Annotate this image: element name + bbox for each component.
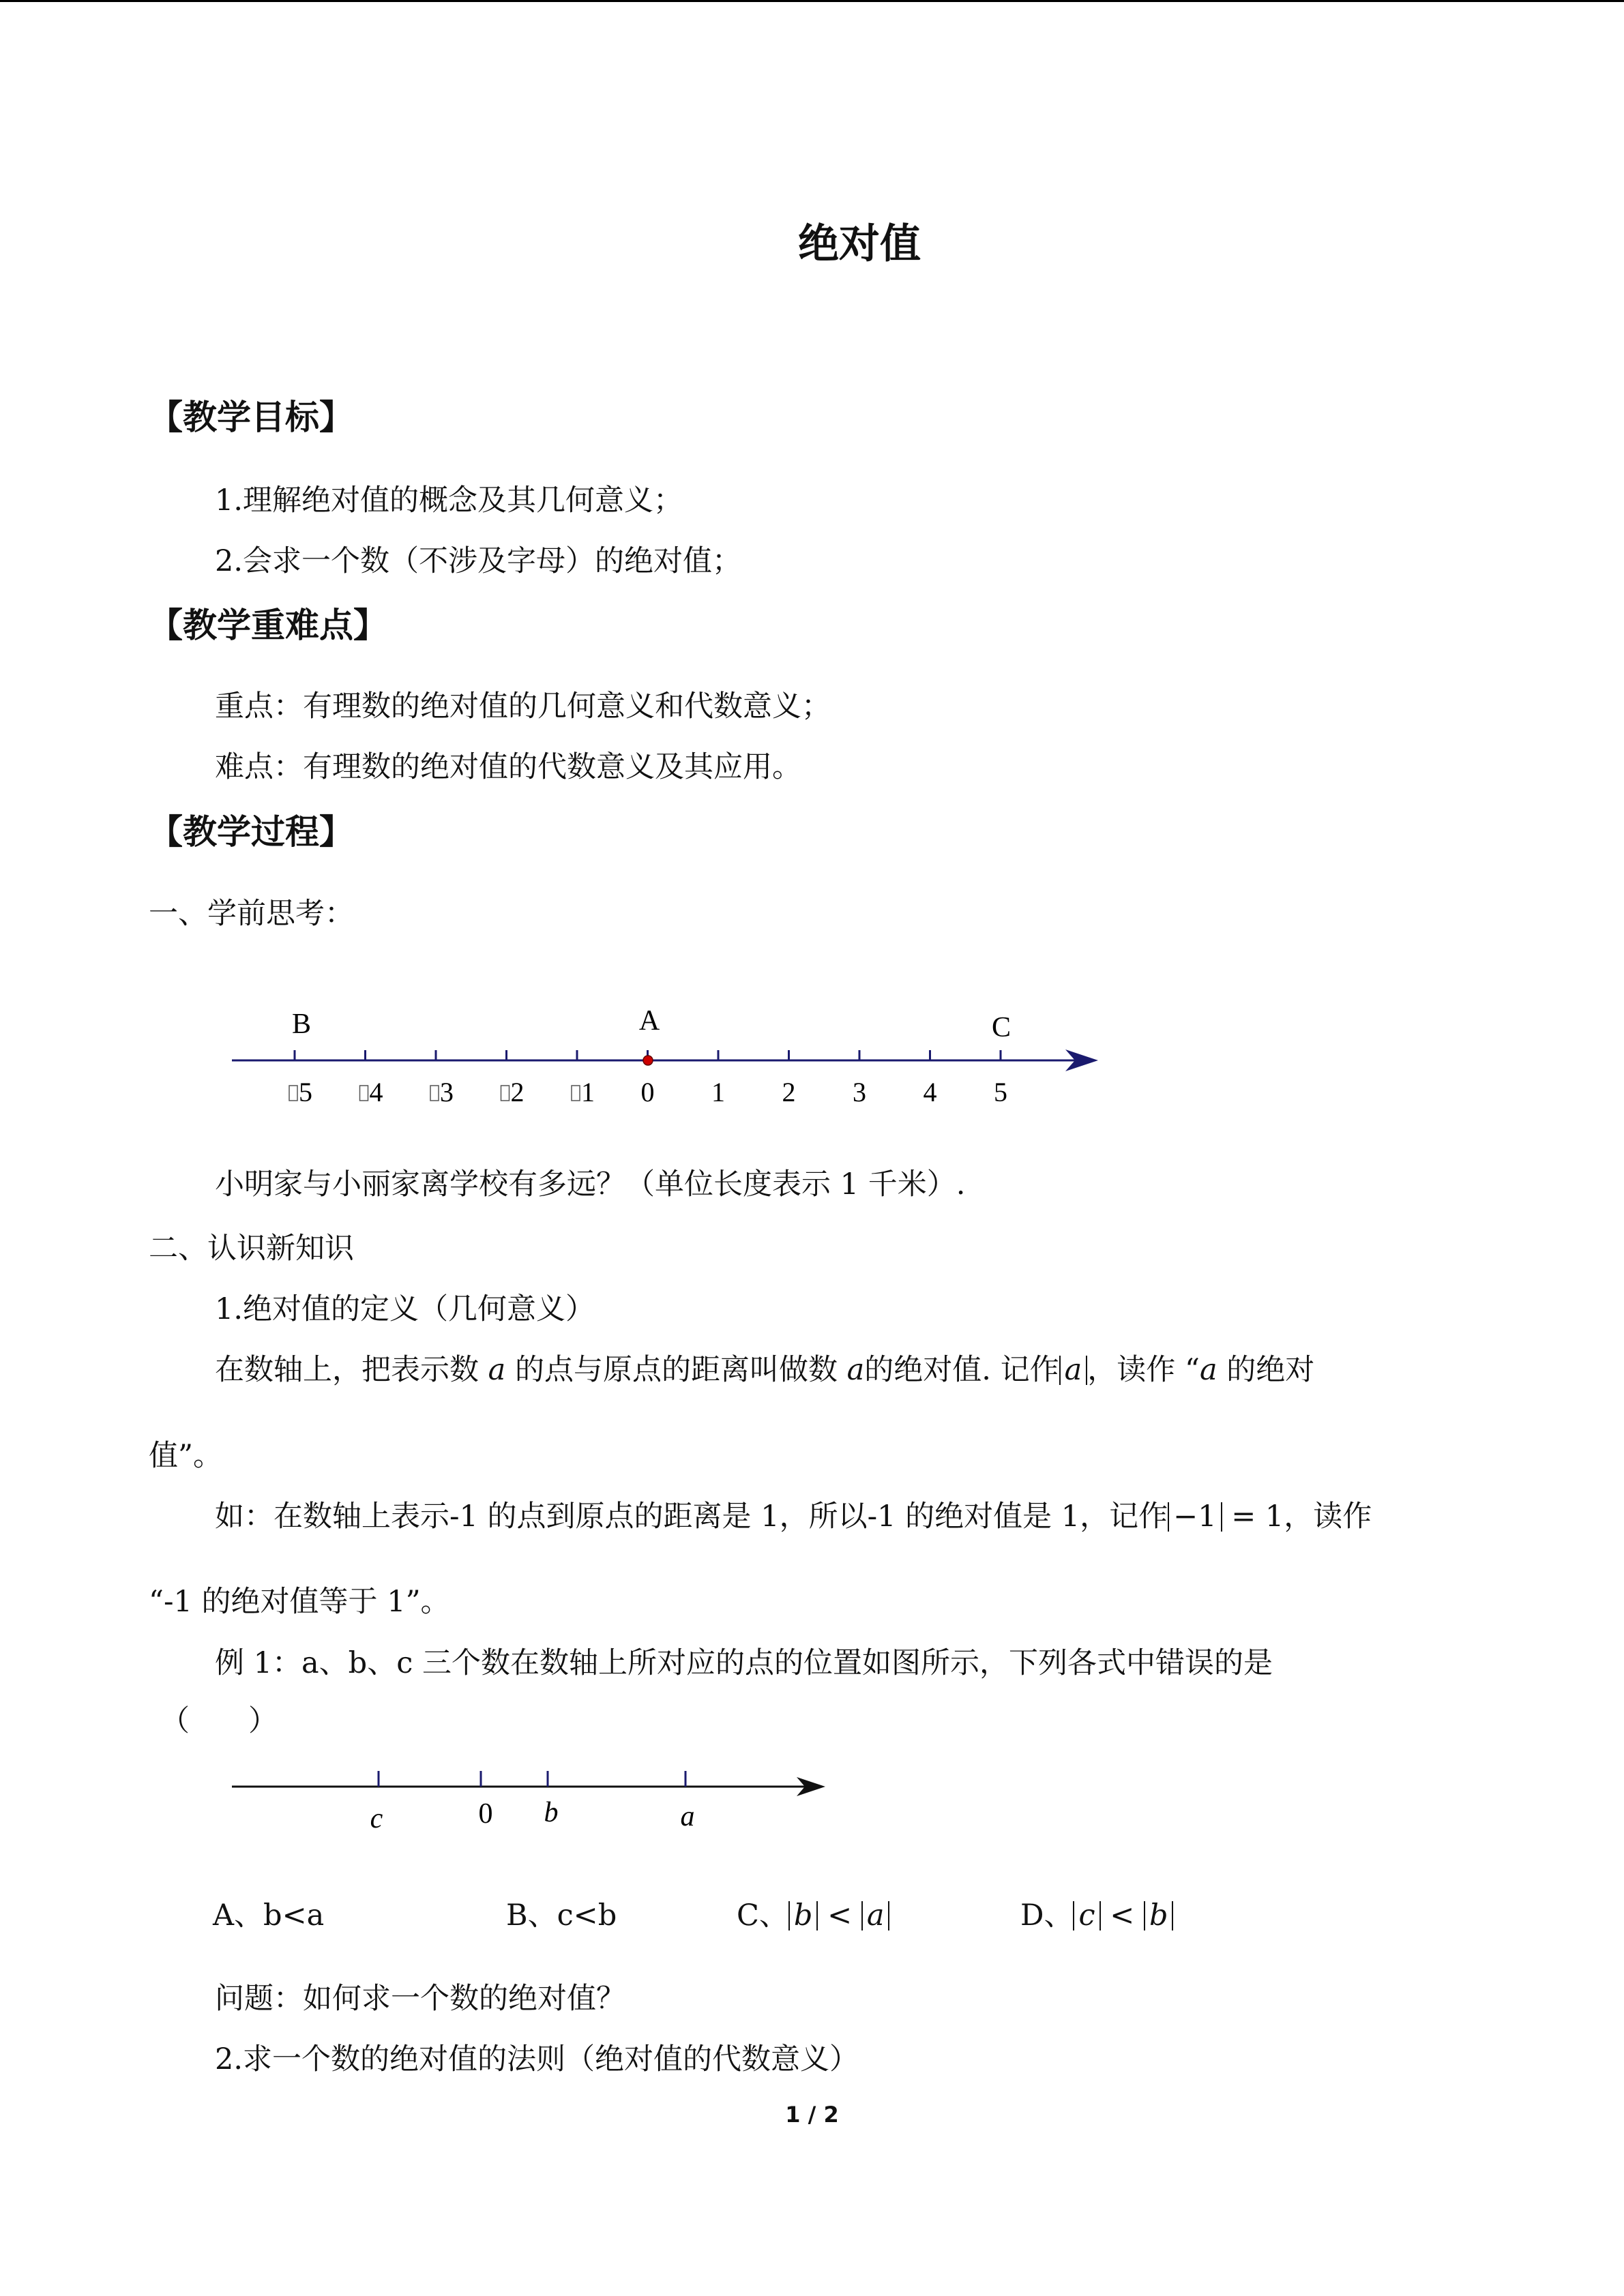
- def-text-1: 在数轴上，把表示数: [215, 1353, 479, 1387]
- heading-teaching-process: 【教学过程】: [149, 812, 353, 852]
- option-d-lt: <: [1110, 1898, 1135, 1933]
- goal-item-1: 1.理解绝对值的概念及其几何意义；: [215, 483, 683, 518]
- rule-title: 2.求一个数的绝对值的法则（绝对值的代数意义）: [215, 2042, 859, 2076]
- abs-a-notation: a: [1059, 1356, 1088, 1385]
- example-line-1: [215, 1493, 1372, 1535]
- var-a-1: a: [488, 1353, 506, 1387]
- heading-teaching-goals: 【教学目标】: [149, 398, 353, 437]
- option-c-abs-a: a: [861, 1901, 890, 1930]
- label-a: A: [638, 1005, 660, 1037]
- question-distance: 小明家与小丽家离学校有多远？（单位长度表示 1 千米）.: [215, 1167, 966, 1202]
- example1-line-1: 例 1：a、b、c 三个数在数轴上所对应的点的位置如图所示，下列各式中错误的是: [215, 1646, 1273, 1680]
- missing-glyph-box: [360, 1086, 368, 1101]
- missing-glyph-box: [289, 1086, 297, 1101]
- tick-label: 1: [711, 1077, 725, 1107]
- example1-blank: （ ）: [160, 1704, 278, 1738]
- var-a-3: a: [1199, 1353, 1217, 1387]
- label-var-b: b: [544, 1797, 559, 1828]
- definition-line-2: 值”。: [149, 1439, 222, 1473]
- missing-glyph-box: [501, 1086, 510, 1101]
- def-text-4: ，读作 “: [1087, 1353, 1200, 1387]
- tick-label: 3: [440, 1077, 454, 1107]
- tick-label: 4: [369, 1077, 383, 1107]
- option-c-abs-b: b: [788, 1901, 818, 1930]
- option-d-prefix: D、: [1020, 1898, 1074, 1933]
- example-line-2: “-1 的绝对值等于 1”。: [149, 1585, 450, 1619]
- definition-title: 1.绝对值的定义（几何意义）: [215, 1292, 595, 1326]
- option-c-lt: <: [827, 1898, 853, 1933]
- option-c-prefix: C、: [737, 1898, 788, 1933]
- option-d: [1020, 1892, 1173, 1934]
- option-c: [737, 1892, 889, 1934]
- def-text-2: 的点与原点的距离叫做数: [514, 1353, 838, 1387]
- missing-glyph-box: [430, 1086, 439, 1101]
- option-a: A、b<a: [213, 1898, 325, 1933]
- var-a-2: a: [846, 1353, 865, 1387]
- number-line-figure-1: [225, 999, 1105, 1129]
- page-title: 绝对值: [798, 220, 921, 268]
- key-point-difficulty: 难点：有理数的绝对值的代数意义及其应用。: [215, 750, 801, 784]
- abs-minus-one-notation: −1: [1168, 1502, 1222, 1532]
- tick-label: 2: [782, 1077, 796, 1107]
- label-var-c: c: [370, 1803, 383, 1834]
- label-b: B: [291, 1009, 312, 1040]
- point-a-marker: [643, 1056, 653, 1065]
- question-how-to-find: 问题：如何求一个数的绝对值？: [215, 1982, 625, 2016]
- option-d-abs-b: b: [1144, 1901, 1174, 1930]
- tick-label: 4: [923, 1077, 937, 1107]
- tick-label: 1: [581, 1077, 595, 1107]
- tick-label: 5: [994, 1077, 1007, 1107]
- option-d-abs-c: c: [1073, 1901, 1100, 1930]
- page-top-border: [0, 0, 1624, 2]
- missing-glyph-box: [572, 1086, 580, 1101]
- example-text-1: 如：在数轴上表示-1 的点到原点的距离是 1，所以-1 的绝对值是 1，记作: [215, 1500, 1168, 1534]
- tick-label: 2: [510, 1077, 525, 1107]
- tick-label: 0: [640, 1077, 655, 1107]
- def-text-3: 的绝对值. 记作: [864, 1353, 1059, 1387]
- label-zero: 0: [478, 1798, 493, 1830]
- def-text-5: 的绝对: [1226, 1353, 1315, 1387]
- example-text-2: ，读作: [1284, 1500, 1372, 1534]
- tick-label: 3: [853, 1077, 866, 1107]
- heading-key-points: 【教学重难点】: [149, 606, 387, 645]
- option-b: B、c<b: [506, 1898, 617, 1933]
- example-equals: = 1: [1231, 1500, 1284, 1534]
- number-line-figure-2: [225, 1749, 839, 1845]
- tick-label: 5: [299, 1077, 312, 1107]
- page-number: 1 / 2: [785, 2102, 839, 2128]
- part1-heading: 一、学前思考：: [149, 897, 354, 931]
- goal-item-2: 2.会求一个数（不涉及字母）的绝对值；: [215, 544, 742, 578]
- part2-heading: 二、认识新知识: [149, 1232, 354, 1266]
- label-var-a: a: [680, 1801, 695, 1832]
- label-c: C: [991, 1012, 1012, 1043]
- definition-line-1: [215, 1347, 1314, 1388]
- key-point-focus: 重点：有理数的绝对值的几何意义和代数意义；: [215, 689, 831, 724]
